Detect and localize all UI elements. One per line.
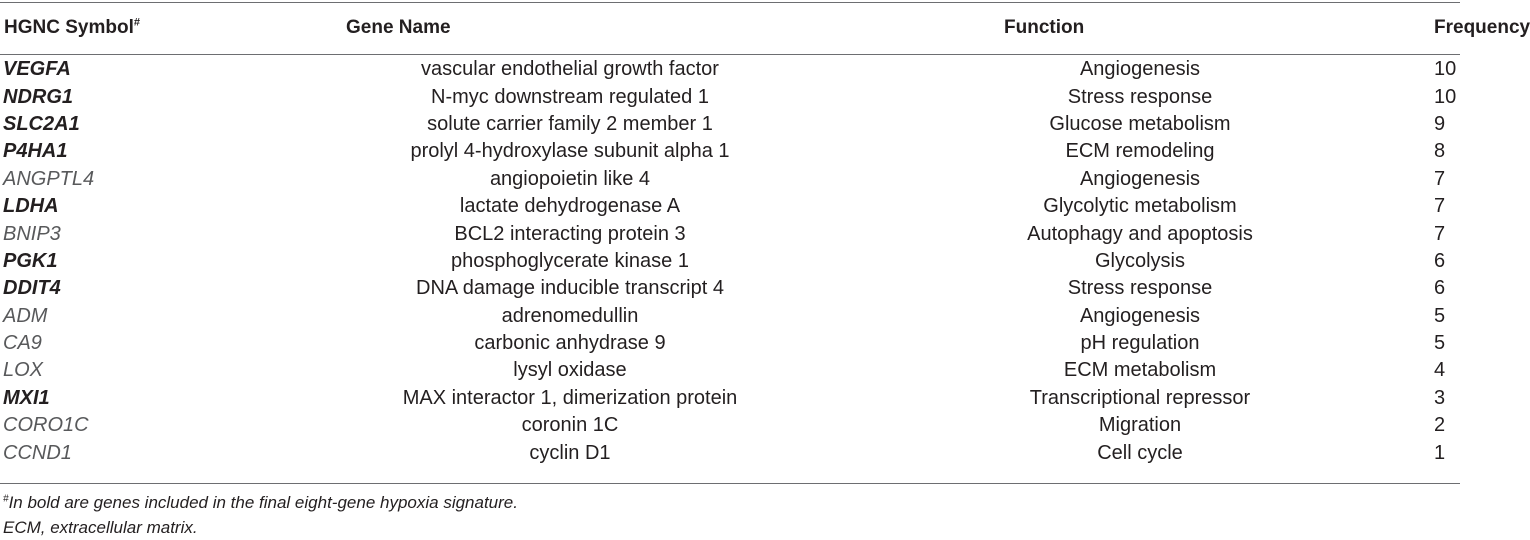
table-row	[0, 220, 1460, 247]
gene-symbol: CCND1	[3, 441, 72, 464]
gene-symbol: CORO1C	[3, 414, 89, 437]
header-gene-name: Gene Name	[346, 17, 451, 38]
gene-function: Migration	[1098, 414, 1182, 437]
gene-function: ECM metabolism	[1063, 359, 1217, 382]
gene-name: solute carrier family 2 member 1	[427, 112, 713, 135]
gene-symbol: P4HA1	[3, 140, 68, 163]
gene-name: DNA damage inducible transcript 4	[416, 277, 724, 300]
gene-function: Angiogenesis	[1079, 58, 1201, 81]
gene-name: adrenomedullin	[501, 304, 639, 327]
gene-function: pH regulation	[1080, 332, 1200, 355]
table-body	[0, 48, 1460, 467]
table-row	[0, 138, 1460, 165]
table-row	[0, 330, 1460, 357]
gene-function: ECM remodeling	[1065, 140, 1215, 163]
gene-name: MAX interactor 1, dimerization protein	[402, 386, 738, 409]
gene-symbol: PGK1	[3, 249, 58, 272]
gene-frequency: 4	[1434, 359, 1446, 382]
table-row	[0, 303, 1460, 330]
gene-frequency: 2	[1434, 414, 1446, 437]
table-row	[0, 275, 1460, 302]
gene-name: coronin 1C	[521, 414, 619, 437]
header-function: Function	[1004, 17, 1085, 38]
footnote-mark: #	[3, 493, 9, 505]
table-row	[0, 56, 1460, 83]
gene-frequency: 6	[1434, 249, 1446, 272]
gene-frequency: 10	[1434, 85, 1457, 108]
bottom-rule	[0, 483, 1460, 484]
gene-symbol: DDIT4	[3, 277, 61, 300]
gene-function: Stress response	[1067, 85, 1213, 108]
gene-name: carbonic anhydrase 9	[474, 332, 666, 355]
gene-frequency: 9	[1434, 112, 1446, 135]
gene-function: Stress response	[1067, 277, 1213, 300]
gene-frequency: 3	[1434, 386, 1446, 409]
gene-frequency: 5	[1434, 304, 1446, 327]
gene-name: N-myc downstream regulated 1	[431, 85, 709, 108]
gene-name: lysyl oxidase	[513, 359, 627, 382]
gene-function: Cell cycle	[1097, 441, 1183, 464]
table-row	[0, 412, 1460, 439]
table-row	[0, 248, 1460, 275]
header-symbol	[0, 8, 254, 48]
table-row	[0, 166, 1460, 193]
gene-frequency: 7	[1434, 195, 1446, 218]
table-row	[0, 357, 1460, 384]
gene-symbol: BNIP3	[3, 222, 61, 245]
gene-function: Angiogenesis	[1079, 304, 1201, 327]
gene-name: vascular endothelial growth factor	[421, 58, 719, 81]
gene-frequency: 1	[1434, 441, 1446, 464]
header-frequency: Frequency	[1434, 17, 1530, 38]
gene-name: prolyl 4-hydroxylase subunit alpha 1	[410, 140, 730, 163]
header-symbol-mark: #	[133, 16, 140, 29]
gene-symbol: ADM	[3, 304, 48, 327]
gene-function: Autophagy and apoptosis	[1027, 222, 1253, 245]
table-row	[0, 385, 1460, 412]
gene-frequency: 10	[1434, 58, 1457, 81]
gene-table	[0, 8, 1530, 467]
gene-frequency: 7	[1434, 167, 1446, 190]
gene-function: Glucose metabolism	[1049, 112, 1231, 135]
gene-function: Angiogenesis	[1079, 167, 1201, 190]
gene-name: BCL2 interacting protein 3	[454, 222, 686, 245]
gene-function: Glycolysis	[1094, 249, 1185, 272]
gene-frequency: 7	[1434, 222, 1446, 245]
gene-symbol: MXI1	[3, 386, 50, 409]
table-row	[0, 439, 1460, 466]
table-row	[0, 83, 1460, 110]
footnote-signature	[3, 490, 518, 515]
gene-frequency: 8	[1434, 140, 1446, 163]
gene-symbol: LDHA	[3, 195, 59, 218]
gene-function: Glycolytic metabolism	[1043, 195, 1237, 218]
gene-symbol: CA9	[3, 332, 42, 355]
gene-frequency: 6	[1434, 277, 1446, 300]
gene-symbol: VEGFA	[3, 58, 71, 81]
gene-frequency: 5	[1434, 332, 1446, 355]
table-row	[0, 193, 1460, 220]
gene-symbol: SLC2A1	[3, 112, 80, 135]
header-symbol-label: HGNC Symbol	[4, 17, 134, 38]
top-rule	[0, 2, 1460, 3]
gene-name: angiopoietin like 4	[489, 167, 651, 190]
table-row	[0, 111, 1460, 138]
gene-symbol: LOX	[3, 359, 44, 382]
footnote-abbreviation: ECM, extracellular matrix.	[3, 518, 198, 537]
gene-symbol: ANGPTL4	[3, 167, 95, 190]
gene-name: cyclin D1	[529, 441, 611, 464]
footnote-signature-text: In bold are genes included in the final eight-gene hypoxia signature.	[8, 493, 518, 512]
gene-name: phosphoglycerate kinase 1	[451, 249, 689, 272]
gene-symbol: NDRG1	[3, 85, 74, 108]
gene-function: Transcriptional repressor	[1029, 386, 1251, 409]
gene-name: lactate dehydrogenase A	[459, 195, 681, 218]
footnotes	[3, 490, 518, 540]
header-row	[0, 8, 1460, 48]
